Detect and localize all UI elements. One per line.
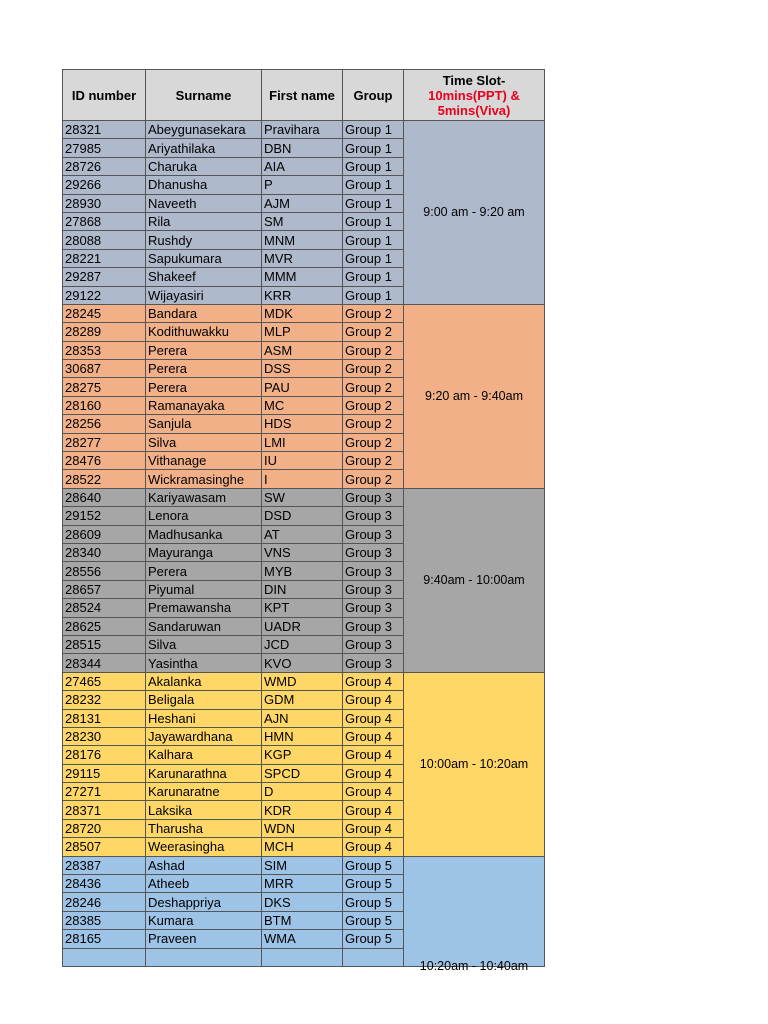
surname-cell[interactable]: Sandaruwan [146,617,262,635]
id-cell[interactable]: 29122 [63,286,146,304]
first-name-cell[interactable]: MYB [262,562,343,580]
table-row [63,856,545,874]
group-cell[interactable]: Group 3 [343,562,404,580]
id-cell[interactable]: 29287 [63,268,146,286]
id-cell[interactable]: 28385 [63,911,146,929]
surname-cell[interactable]: Sapukumara [146,249,262,267]
time-slot-cell[interactable] [404,304,545,488]
first-name-cell[interactable]: Pravihara [262,121,343,139]
surname-cell[interactable]: Jayawardhana [146,727,262,745]
group-cell[interactable]: Group 3 [343,617,404,635]
group-cell[interactable]: Group 3 [343,488,404,506]
surname-cell[interactable]: Rushdy [146,231,262,249]
surname-cell[interactable]: Silva [146,433,262,451]
group-cell[interactable]: Group 5 [343,893,404,911]
first-name-cell[interactable]: SIM [262,856,343,874]
first-name-cell[interactable]: BTM [262,911,343,929]
first-name-cell[interactable]: MDK [262,304,343,322]
id-cell[interactable]: 28726 [63,157,146,175]
table-row [63,304,545,322]
group-cell[interactable]: Group 4 [343,727,404,745]
id-cell[interactable]: 28165 [63,930,146,948]
surname-cell[interactable]: Premawansha [146,599,262,617]
group-cell[interactable]: Group 1 [343,121,404,139]
surname-cell[interactable]: Kariyawasam [146,488,262,506]
surname-cell[interactable]: Kumara [146,911,262,929]
id-cell[interactable]: 28289 [63,323,146,341]
id-cell[interactable]: 29152 [63,507,146,525]
group-cell[interactable]: Group 2 [343,341,404,359]
surname-cell[interactable]: Kalhara [146,746,262,764]
first-name-cell[interactable]: HDS [262,415,343,433]
id-cell[interactable]: 28344 [63,654,146,672]
surname-cell[interactable]: Praveen [146,930,262,948]
group-cell[interactable]: Group 2 [343,396,404,414]
first-name-cell[interactable]: LMI [262,433,343,451]
group-cell[interactable]: Group 4 [343,819,404,837]
first-name-cell[interactable]: WMD [262,672,343,690]
id-cell[interactable]: 27868 [63,212,146,230]
schedule-body [63,121,545,973]
header-group[interactable]: Group [343,70,404,121]
group-cell[interactable]: Group 5 [343,930,404,948]
surname-cell[interactable]: Silva [146,635,262,653]
first-name-cell[interactable]: AJM [262,194,343,212]
first-name-cell[interactable]: MC [262,396,343,414]
surname-cell[interactable]: Lenora [146,507,262,525]
surname-cell[interactable]: Shakeef [146,268,262,286]
surname-cell[interactable]: Piyumal [146,580,262,598]
table-row [63,672,545,690]
id-cell[interactable]: 28340 [63,543,146,561]
surname-cell[interactable]: Ramanayaka [146,396,262,414]
time-slot-label: 9:00 am - 9:20 am [423,204,525,219]
first-name-cell[interactable]: MLP [262,323,343,341]
first-name-cell[interactable]: KPT [262,599,343,617]
surname-cell[interactable]: Wickramasinghe [146,470,262,488]
group-cell[interactable]: Group 1 [343,157,404,175]
group-cell[interactable]: Group 5 [343,856,404,874]
header-time-slot[interactable] [404,70,545,121]
group-cell[interactable]: Group 3 [343,525,404,543]
first-name-cell[interactable]: DSD [262,507,343,525]
group-cell[interactable]: Group 1 [343,194,404,212]
surname-cell[interactable]: Karunaratne [146,783,262,801]
group-cell[interactable]: Group 2 [343,304,404,322]
group-cell[interactable]: Group 3 [343,654,404,672]
group-cell[interactable]: Group 3 [343,635,404,653]
header-row [63,70,545,121]
first-name-cell[interactable]: PAU [262,378,343,396]
group-cell[interactable]: Group 2 [343,360,404,378]
id-cell[interactable]: 28640 [63,488,146,506]
group-cell[interactable]: Group 4 [343,746,404,764]
id-cell[interactable]: 28275 [63,378,146,396]
id-cell[interactable]: 28088 [63,231,146,249]
id-cell[interactable]: 28556 [63,562,146,580]
id-cell[interactable]: 28131 [63,709,146,727]
surname-cell[interactable]: Perera [146,360,262,378]
id-cell[interactable]: 27465 [63,672,146,690]
first-name-cell[interactable]: AT [262,525,343,543]
group-cell[interactable]: Group 4 [343,764,404,782]
id-cell[interactable]: 28515 [63,635,146,653]
group-cell[interactable]: Group 1 [343,176,404,194]
schedule-sheet [62,69,544,973]
id-cell[interactable]: 27985 [63,139,146,157]
group-cell[interactable]: Group 1 [343,249,404,267]
first-name-cell[interactable]: HMN [262,727,343,745]
surname-cell[interactable]: Naveeth [146,194,262,212]
first-name-cell[interactable]: JCD [262,635,343,653]
header-surname[interactable]: Surname [146,70,262,121]
id-cell[interactable]: 28657 [63,580,146,598]
first-name-cell[interactable]: MRR [262,875,343,893]
id-cell[interactable]: 28625 [63,617,146,635]
surname-cell[interactable]: Charuka [146,157,262,175]
first-name-cell[interactable]: WMA [262,930,343,948]
first-name-cell[interactable]: AIA [262,157,343,175]
surname-cell[interactable]: Abeygunasekara [146,121,262,139]
time-slot-label: 10:00am - 10:20am [419,756,529,771]
time-slot-prefix: Time Slot- [442,72,506,88]
surname-cell[interactable]: Mayuranga [146,543,262,561]
first-name-cell[interactable]: ASM [262,341,343,359]
first-name-cell[interactable]: SM [262,212,343,230]
id-cell[interactable]: 28720 [63,819,146,837]
surname-cell[interactable]: Deshappriya [146,893,262,911]
id-cell[interactable]: 28353 [63,341,146,359]
id-cell[interactable]: 28230 [63,727,146,745]
surname-cell[interactable]: Perera [146,378,262,396]
table-row [63,488,545,506]
id-cell[interactable]: 28321 [63,121,146,139]
surname-cell[interactable]: Akalanka [146,672,262,690]
surname-cell[interactable]: Ashad [146,856,262,874]
first-name-cell[interactable]: GDM [262,691,343,709]
surname-cell[interactable]: Ariyathilaka [146,139,262,157]
id-cell[interactable]: 27271 [63,783,146,801]
surname-cell[interactable]: Heshani [146,709,262,727]
surname-cell[interactable]: Kodithuwakku [146,323,262,341]
surname-cell[interactable]: Perera [146,562,262,580]
id-cell[interactable]: 28246 [63,893,146,911]
surname-cell[interactable]: Tharusha [146,819,262,837]
first-name-cell[interactable]: IU [262,452,343,470]
time-slot-cell[interactable] [404,856,545,973]
surname-cell[interactable]: Sanjula [146,415,262,433]
group-cell[interactable]: Group 2 [343,378,404,396]
surname-cell[interactable]: Laksika [146,801,262,819]
schedule-table [62,69,545,973]
surname-cell[interactable]: Yasintha [146,654,262,672]
surname-cell[interactable]: Wijayasiri [146,286,262,304]
group-cell[interactable]: Group 5 [343,911,404,929]
surname-cell[interactable]: Beligala [146,691,262,709]
time-slot-cell[interactable] [404,488,545,672]
first-name-cell[interactable]: KDR [262,801,343,819]
first-name-cell[interactable]: MVR [262,249,343,267]
surname-cell[interactable]: Bandara [146,304,262,322]
header-id[interactable]: ID number [63,70,146,121]
group-cell[interactable]: Group 2 [343,433,404,451]
first-name-cell[interactable]: DSS [262,360,343,378]
first-name-cell[interactable]: MMM [262,268,343,286]
header-first-name[interactable]: First name [262,70,343,121]
group-cell[interactable]: Group 2 [343,452,404,470]
surname-cell[interactable]: Karunarathna [146,764,262,782]
id-cell[interactable]: 28436 [63,875,146,893]
first-name-cell[interactable]: SW [262,488,343,506]
first-name-cell[interactable]: P [262,176,343,194]
group-cell[interactable]: Group 4 [343,672,404,690]
group-cell[interactable]: Group 3 [343,580,404,598]
id-cell[interactable]: 30687 [63,360,146,378]
empty-cell [343,948,404,966]
id-cell[interactable]: 29266 [63,176,146,194]
id-cell[interactable]: 28524 [63,599,146,617]
first-name-cell[interactable]: DKS [262,893,343,911]
group-cell[interactable]: Group 1 [343,286,404,304]
group-cell[interactable]: Group 2 [343,415,404,433]
id-cell[interactable]: 28232 [63,691,146,709]
surname-cell[interactable]: Dhanusha [146,176,262,194]
group-cell[interactable]: Group 5 [343,875,404,893]
empty-cell [63,948,146,966]
id-cell[interactable]: 29115 [63,764,146,782]
surname-cell[interactable]: Vithanage [146,452,262,470]
first-name-cell[interactable]: KVO [262,654,343,672]
first-name-cell[interactable]: SPCD [262,764,343,782]
group-cell[interactable]: Group 3 [343,599,404,617]
first-name-cell[interactable]: DIN [262,580,343,598]
first-name-cell[interactable]: MCH [262,838,343,856]
group-cell[interactable]: Group 2 [343,323,404,341]
group-cell[interactable]: Group 3 [343,507,404,525]
surname-cell[interactable]: Atheeb [146,875,262,893]
time-slot-label: 10:20am - 10:40am [419,958,529,973]
first-name-cell[interactable]: KGP [262,746,343,764]
group-cell[interactable]: Group 2 [343,470,404,488]
id-cell[interactable]: 28277 [63,433,146,451]
first-name-cell[interactable]: D [262,783,343,801]
group-cell[interactable]: Group 3 [343,543,404,561]
id-cell[interactable]: 28371 [63,801,146,819]
surname-cell[interactable]: Perera [146,341,262,359]
id-cell[interactable]: 28245 [63,304,146,322]
id-cell[interactable]: 28256 [63,415,146,433]
first-name-cell[interactable]: DBN [262,139,343,157]
id-cell[interactable]: 28387 [63,856,146,874]
id-cell[interactable]: 28160 [63,396,146,414]
first-name-cell[interactable]: VNS [262,543,343,561]
time-slot-label: 9:40am - 10:00am [423,572,525,587]
empty-cell [146,948,262,966]
id-cell[interactable]: 28176 [63,746,146,764]
surname-cell[interactable]: Rila [146,212,262,230]
id-cell[interactable]: 28609 [63,525,146,543]
group-cell[interactable]: Group 1 [343,231,404,249]
group-cell[interactable]: Group 4 [343,838,404,856]
group-cell[interactable]: Group 1 [343,212,404,230]
first-name-cell[interactable]: WDN [262,819,343,837]
surname-cell[interactable]: Madhusanka [146,525,262,543]
first-name-cell[interactable]: MNM [262,231,343,249]
time-slot-label: 9:20 am - 9:40am [425,388,523,403]
first-name-cell[interactable]: UADR [262,617,343,635]
time-slot-cell[interactable] [404,121,545,305]
id-cell[interactable]: 28522 [63,470,146,488]
table-row [63,121,545,139]
empty-cell [262,948,343,966]
group-cell[interactable]: Group 1 [343,139,404,157]
first-name-cell[interactable]: KRR [262,286,343,304]
first-name-cell[interactable]: I [262,470,343,488]
group-cell[interactable]: Group 4 [343,709,404,727]
time-slot-duration: 10mins(PPT) & 5mins(Viva) [428,87,520,118]
id-cell[interactable]: 28507 [63,838,146,856]
id-cell[interactable]: 28221 [63,249,146,267]
group-cell[interactable]: Group 4 [343,691,404,709]
id-cell[interactable]: 28476 [63,452,146,470]
group-cell[interactable]: Group 4 [343,783,404,801]
surname-cell[interactable]: Weerasingha [146,838,262,856]
first-name-cell[interactable]: AJN [262,709,343,727]
group-cell[interactable]: Group 4 [343,801,404,819]
id-cell[interactable]: 28930 [63,194,146,212]
time-slot-cell[interactable] [404,672,545,856]
group-cell[interactable]: Group 1 [343,268,404,286]
